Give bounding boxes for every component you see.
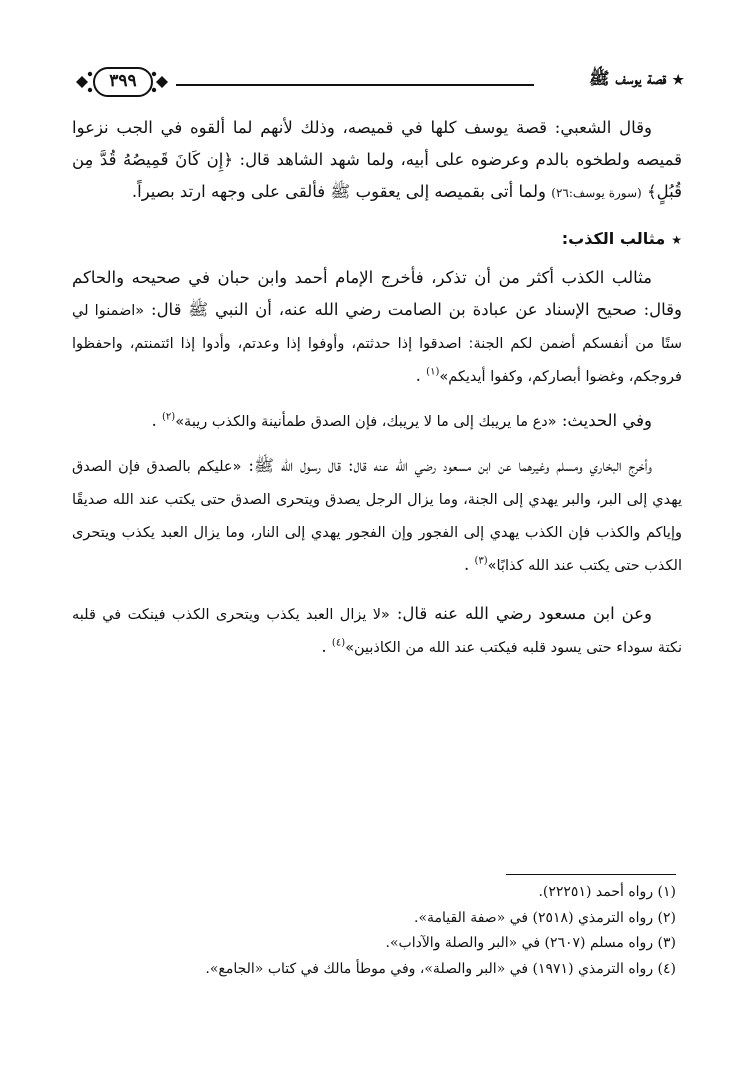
paragraph-text: مثالب الكذب أكثر من أن تذكر، فأخرج الإمام أحمد وابن حبان في صحيحه والحاكم وقال: صحيح الإسناد عن عبادة بن الصامت رضي الله عنه، أن النبي ﷺ قال: [72,268,683,319]
footnote-1: (١) رواه أحمد (٢٢٢٥١). [538,884,676,900]
page-header [72,62,684,102]
footnote-ref[interactable]: (٣) [474,555,488,567]
paragraph-text: وعن ابن مسعود رضي الله عنه قال: [389,604,652,623]
running-title-text: قصة يوسف ﷺ [589,69,667,89]
paragraph-end: . [321,637,332,656]
star-icon: ★ [672,73,684,88]
header-rule [176,84,534,86]
paragraph-hadith-doubt [72,405,682,438]
footnote-2: (٢) رواه الترمذي (٢٥١٨) في «صفة القيامة». [414,909,676,926]
paragraph-bukhari [72,450,682,582]
footnote-3: (٣) رواه مسلم (٢٦٠٧) في «البر والصلة والآداب». [385,935,676,951]
main-text [72,112,682,664]
paragraph-shabi [72,112,682,209]
star-icon: ★ [671,233,682,247]
running-title [589,68,684,93]
hadith-text: «دع ما يريبك إلى ما لا يريبك، فإن الصدق طمأنينة والكذب ريبة» [175,414,557,430]
paragraph-ibn-masud [72,598,682,664]
hadith-text: «عليكم بالصدق فإن الصدق يهدي إلى البر، والبر يهدي إلى الجنة، وما يزال الرجل يصدق ويتحرى الصدق حتى يكتب عند الله صديقًا وإياكم والكذب فإن الكذب يهدي إلى الفجور وإن الفجور يهدي إلى النار، وما يزال العبد يكذب ويتحرى الكذب حتى يكتب عند الله كذابًا» [72,459,682,574]
paragraph-end: . [151,411,162,430]
footnote-ref[interactable]: (٢) [162,411,176,423]
quran-reference: (سورة يوسف:٢٦) [551,186,642,200]
section-heading-text: مثالب الكذب: [561,229,666,248]
paragraph-end: . [463,555,475,574]
footnote-ref[interactable]: (٤) [331,637,346,649]
paragraph-text: وقال الشعبي: قصة يوسف كلها في قميصه، وذلك لأنهم لما ألقوه في الجب نزعوا قميصه ولطخوه بالدم وعرضوه على أبيه، ولما شهد الشاهد قال: [72,118,682,169]
footnotes [66,880,676,982]
footnote-divider [506,874,676,875]
footnote-ref[interactable]: (١) [426,366,440,378]
footnote-4: (٤) رواه الترمذي (١٩٧١) في «البر والصلة»، وفي موطأ مالك في كتاب «الجامع». [205,960,676,977]
section-heading [72,229,682,248]
hadith-text: «اضمنوا لي ستًا من أنفسكم أضمن لكم الجنة: اصدقوا إذا حدثتم، وأوفوا إذا وعدتم، وأدوا إذا ائتمنتم، واحفظوا فروجكم، وغضوا أبصاركم، وكفوا أيديكم» [72,303,682,385]
paragraph-text: وفي الحديث: [556,411,652,430]
quran-verse: ﴿إِن كَانَ قَمِيصُهُ قُدَّ مِن قُبُلٍ﴾ [72,150,682,201]
paragraph-text: وأخرج البخاري ومسلم وغيرهما عن ابن مسعود رضي الله عنه قال: قال رسول الله ﷺ: [241,456,652,475]
hadith-text: «لا يزال العبد يكذب ويتحرى الكذب فينكت في قلبه نكتة سوداء حتى يسود قلبه فيكتب عند الله من الكاذبين» [72,607,682,656]
paragraph-text-end: ولما أتى بقميصه إلى يعقوب ﷺ فألقى على وجهه ارتد بصيراً. [131,182,552,201]
page-number: ٣٩٩ [109,71,137,91]
paragraph-ubada [72,262,682,393]
paragraph-end: . [415,366,427,385]
